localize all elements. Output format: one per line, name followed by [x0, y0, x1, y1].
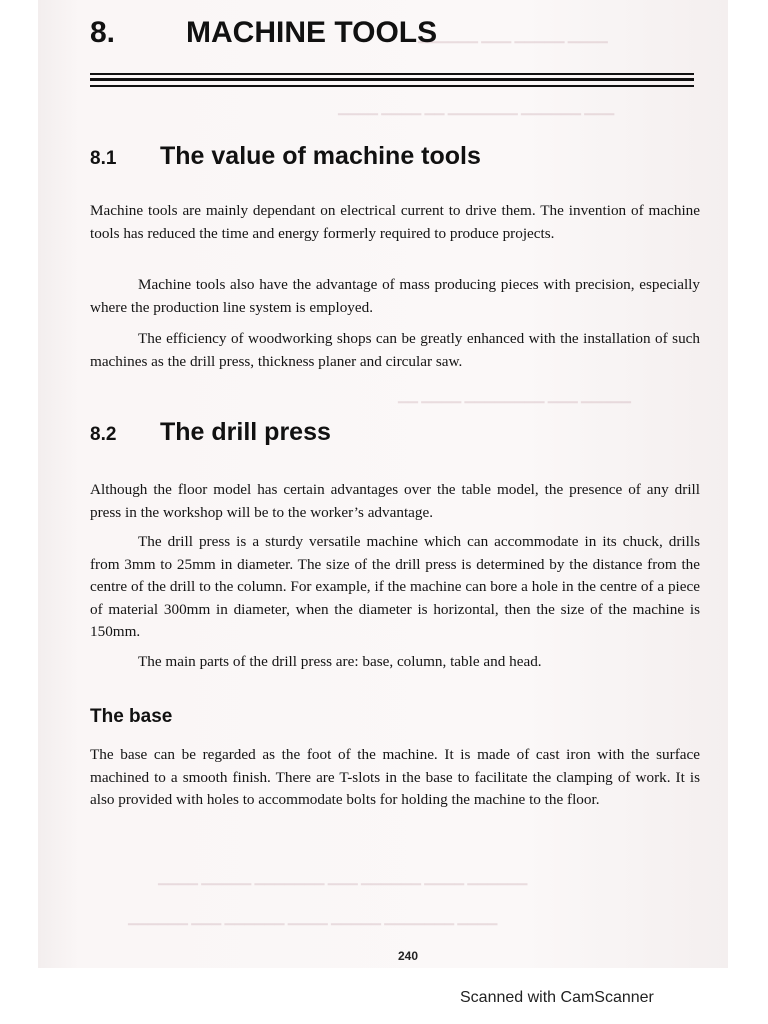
paragraph: Although the floor model has certain advantages over the table model, the presence of any drill press in the workshop will be to the worker’s advantage. [90, 481, 700, 521]
section-number: 8.1 [90, 148, 117, 169]
scanner-watermark: Scanned with CamScanner [460, 989, 654, 1006]
title-rule [90, 73, 694, 75]
paragraph: The efficiency of woodworking shops can be greatly enhanced with the installation of such machines as the drill press, thickness planer and circular saw. [90, 330, 700, 370]
paragraph: Machine tools also have the advantage of mass producing pieces with precision, especially where the production line system is employed. [90, 276, 700, 316]
section-title: The drill press [160, 418, 331, 446]
bleed-through-line: ▁▁▁▁ ▁▁▁▁▁ ▁▁▁ ▁▁▁▁▁▁ [418, 28, 608, 43]
bleed-through-line: ▁▁▁ ▁▁▁▁▁▁ ▁▁▁▁▁▁▁ ▁▁ ▁▁▁▁ ▁▁▁▁ [338, 100, 615, 115]
title-rule [90, 78, 694, 81]
document-page [38, 0, 728, 968]
bleed-through-line: ▁▁▁▁▁▁ ▁▁▁▁ ▁▁▁▁▁▁ ▁▁▁ ▁▁▁▁▁▁▁ ▁▁▁▁▁ ▁▁▁▁ [158, 870, 528, 885]
paragraph: The drill press is a sturdy versatile machine which can accommodate in its chuck, drills from 3mm to 25mm in diameter. The size of the drill press is determined by the distance from the centre of the drill to the column. For example, if the machine can bore a hole in the centre of a piece of material 300mm in diameter, when the diameter is horizontal, then the size of the machine is 150mm. [90, 533, 700, 640]
bleed-through-line: ▁▁▁▁▁ ▁▁▁ ▁▁▁▁▁▁▁▁ ▁▁▁▁ ▁▁ [398, 388, 631, 403]
section-heading [90, 142, 481, 171]
paragraph: Machine tools are mainly dependant on electrical current to drive them. The invention of machine tools has reduced the time and energy formerly required to produce projects. [90, 202, 700, 242]
bleed-through-line: ▁▁▁▁ ▁▁▁▁▁▁▁ ▁▁▁▁▁ ▁▁▁▁ ▁▁▁▁▁▁ ▁▁▁ ▁▁▁▁▁▁ [128, 910, 498, 925]
section-number: 8.2 [90, 424, 117, 445]
chapter-number: 8. [90, 16, 116, 49]
paragraph: The main parts of the drill press are: base, column, table and head. [138, 653, 542, 670]
title-rule [90, 85, 694, 87]
section-title: The value of machine tools [160, 142, 481, 170]
page-number: 240 [398, 949, 419, 963]
section-heading [90, 418, 331, 447]
paragraph: The base can be regarded as the foot of the machine. It is made of cast iron with the surface machined to a smooth finish. There are T-slots in the base to facilitate the clamping of work. It is also provided with holes to accommodate bolts for holding the machine to the floor. [90, 746, 700, 808]
chapter-title-text: MACHINE TOOLS [186, 16, 438, 49]
chapter-title [90, 16, 437, 50]
subsection-heading: The base [90, 706, 173, 727]
